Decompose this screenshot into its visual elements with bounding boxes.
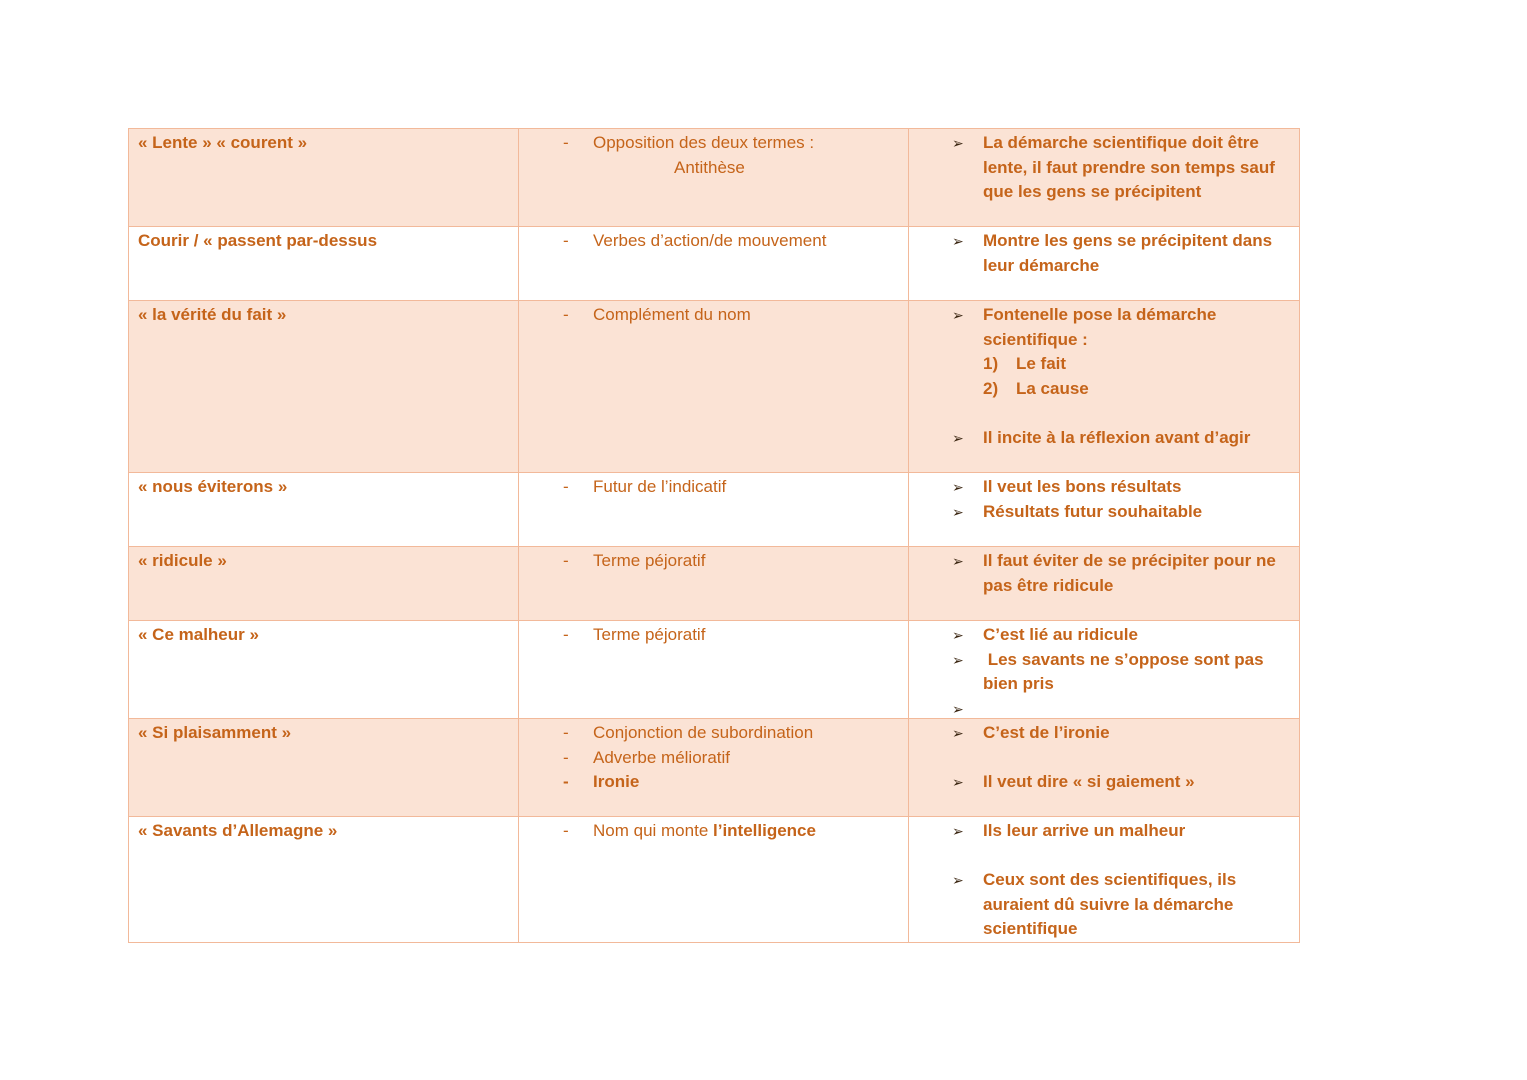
list-item: - Conjonction de subordination: [528, 721, 899, 746]
table-row: [129, 129, 1300, 227]
arrow-bullet-icon: ➢: [952, 725, 964, 741]
dash-bullet-icon: -: [563, 133, 569, 152]
cell-interpretation: [909, 621, 1300, 719]
dash-bullet-icon: -: [563, 305, 569, 324]
dash-bullet-icon: -: [563, 723, 569, 742]
list-item: ➢ Il incite à la réflexion avant d’agir: [918, 426, 1290, 451]
cell-interpretation: [909, 129, 1300, 227]
table-row: [129, 473, 1300, 547]
list-item: - Adverbe mélioratif: [528, 746, 899, 771]
list-item: ➢ Les savants ne s’oppose sont pas bien pris: [952, 649, 1264, 693]
arrow-bullet-icon: ➢: [952, 135, 964, 151]
figure-term: Antithèse: [674, 157, 745, 177]
cell-quote: « ridicule »: [129, 547, 519, 621]
cell-quote: Courir / « passent par-dessus: [129, 227, 519, 301]
arrow-bullet-icon: ➢: [952, 823, 964, 839]
cell-figure: [519, 129, 909, 227]
analysis-table: [128, 128, 1300, 943]
cell-figure: [519, 817, 909, 943]
list-item: - Verbes d’action/de mouvement: [528, 229, 899, 254]
list-item: ➢ Ceux sont des scientifiques, ils auraient dû suivre la démarche scientifique: [952, 870, 1237, 938]
list-item: ➢ La démarche scientifique doit être lente, il faut prendre son temps sauf que les gens se précipitent: [952, 133, 1275, 201]
list-item: - Complément du nom: [528, 303, 899, 328]
arrow-bullet-icon: ➢: [952, 553, 964, 569]
cell-quote: « Ce malheur »: [129, 621, 519, 719]
cell-figure: [519, 719, 909, 817]
dash-bullet-icon: -: [563, 625, 569, 644]
cell-figure: [519, 301, 909, 473]
list-item: ➢ Montre les gens se précipitent dans leur démarche: [952, 231, 1273, 275]
arrow-bullet-icon: ➢: [952, 503, 964, 520]
cell-interpretation: [909, 473, 1300, 547]
arrow-bullet-icon: ➢: [952, 627, 964, 643]
numbered-item: 2) La cause: [983, 378, 1089, 398]
table-row: [129, 301, 1300, 473]
list-item: - Futur de l’indicatif: [528, 475, 899, 500]
table-row: [129, 547, 1300, 621]
list-item: ➢ Il veut dire « si gaiement »: [918, 770, 1290, 795]
list-item: - Opposition des deux termes :: [528, 131, 899, 156]
list-item: - Nom qui monte l’intelligence: [528, 819, 899, 844]
cell-interpretation: [909, 301, 1300, 473]
table-row: [129, 719, 1300, 817]
list-item: ➢ C’est de l’ironie: [918, 721, 1290, 746]
list-item: ➢ Il faut éviter de se précipiter pour ne pas être ridicule: [952, 551, 1276, 595]
list-item: ➢ Ils leur arrive un malheur: [918, 819, 1290, 844]
cell-quote: « Lente » « courent »: [129, 129, 519, 227]
list-item: ➢ Résultats futur souhaitable: [918, 500, 1290, 525]
arrow-bullet-icon: ➢: [952, 700, 964, 717]
table-row: [129, 621, 1300, 719]
list-item: - Ironie: [528, 770, 899, 795]
list-item: - Terme péjoratif: [528, 549, 899, 574]
cell-figure: [519, 473, 909, 547]
cell-quote: « Savants d’Allemagne »: [129, 817, 519, 943]
cell-quote: « nous éviterons »: [129, 473, 519, 547]
dash-bullet-icon: -: [563, 477, 569, 496]
dash-bullet-icon: -: [563, 551, 569, 570]
cell-figure: [519, 621, 909, 719]
list-item: ➢ C’est lié au ridicule: [918, 623, 1290, 648]
cell-quote: « la vérité du fait »: [129, 301, 519, 473]
arrow-bullet-icon: ➢: [952, 651, 964, 668]
cell-quote: « Si plaisamment »: [129, 719, 519, 817]
cell-interpretation: [909, 817, 1300, 943]
cell-figure: [519, 227, 909, 301]
arrow-bullet-icon: ➢: [952, 479, 964, 495]
dash-bullet-icon: -: [563, 231, 569, 250]
arrow-bullet-icon: ➢: [952, 872, 964, 888]
arrow-bullet-icon: ➢: [952, 774, 964, 790]
list-item-empty: [918, 697, 1290, 715]
dash-bullet-icon: -: [563, 821, 569, 840]
cell-interpretation: [909, 227, 1300, 301]
dash-bullet-icon: -: [563, 747, 569, 767]
list-item: ➢ Fontenelle pose la démarche scientifique :: [952, 305, 1217, 349]
cell-figure: [519, 547, 909, 621]
numbered-item: 1) Le fait: [983, 354, 1067, 373]
table-row: [129, 817, 1300, 943]
list-item: ➢ Il veut les bons résultats: [918, 475, 1290, 500]
table-row: [129, 227, 1300, 301]
cell-interpretation: [909, 547, 1300, 621]
arrow-bullet-icon: ➢: [952, 307, 964, 323]
list-item: - Terme péjoratif: [528, 623, 899, 648]
arrow-bullet-icon: ➢: [952, 233, 964, 249]
cell-interpretation: [909, 719, 1300, 817]
dash-bullet-icon: -: [563, 772, 569, 791]
arrow-bullet-icon: ➢: [952, 429, 964, 446]
